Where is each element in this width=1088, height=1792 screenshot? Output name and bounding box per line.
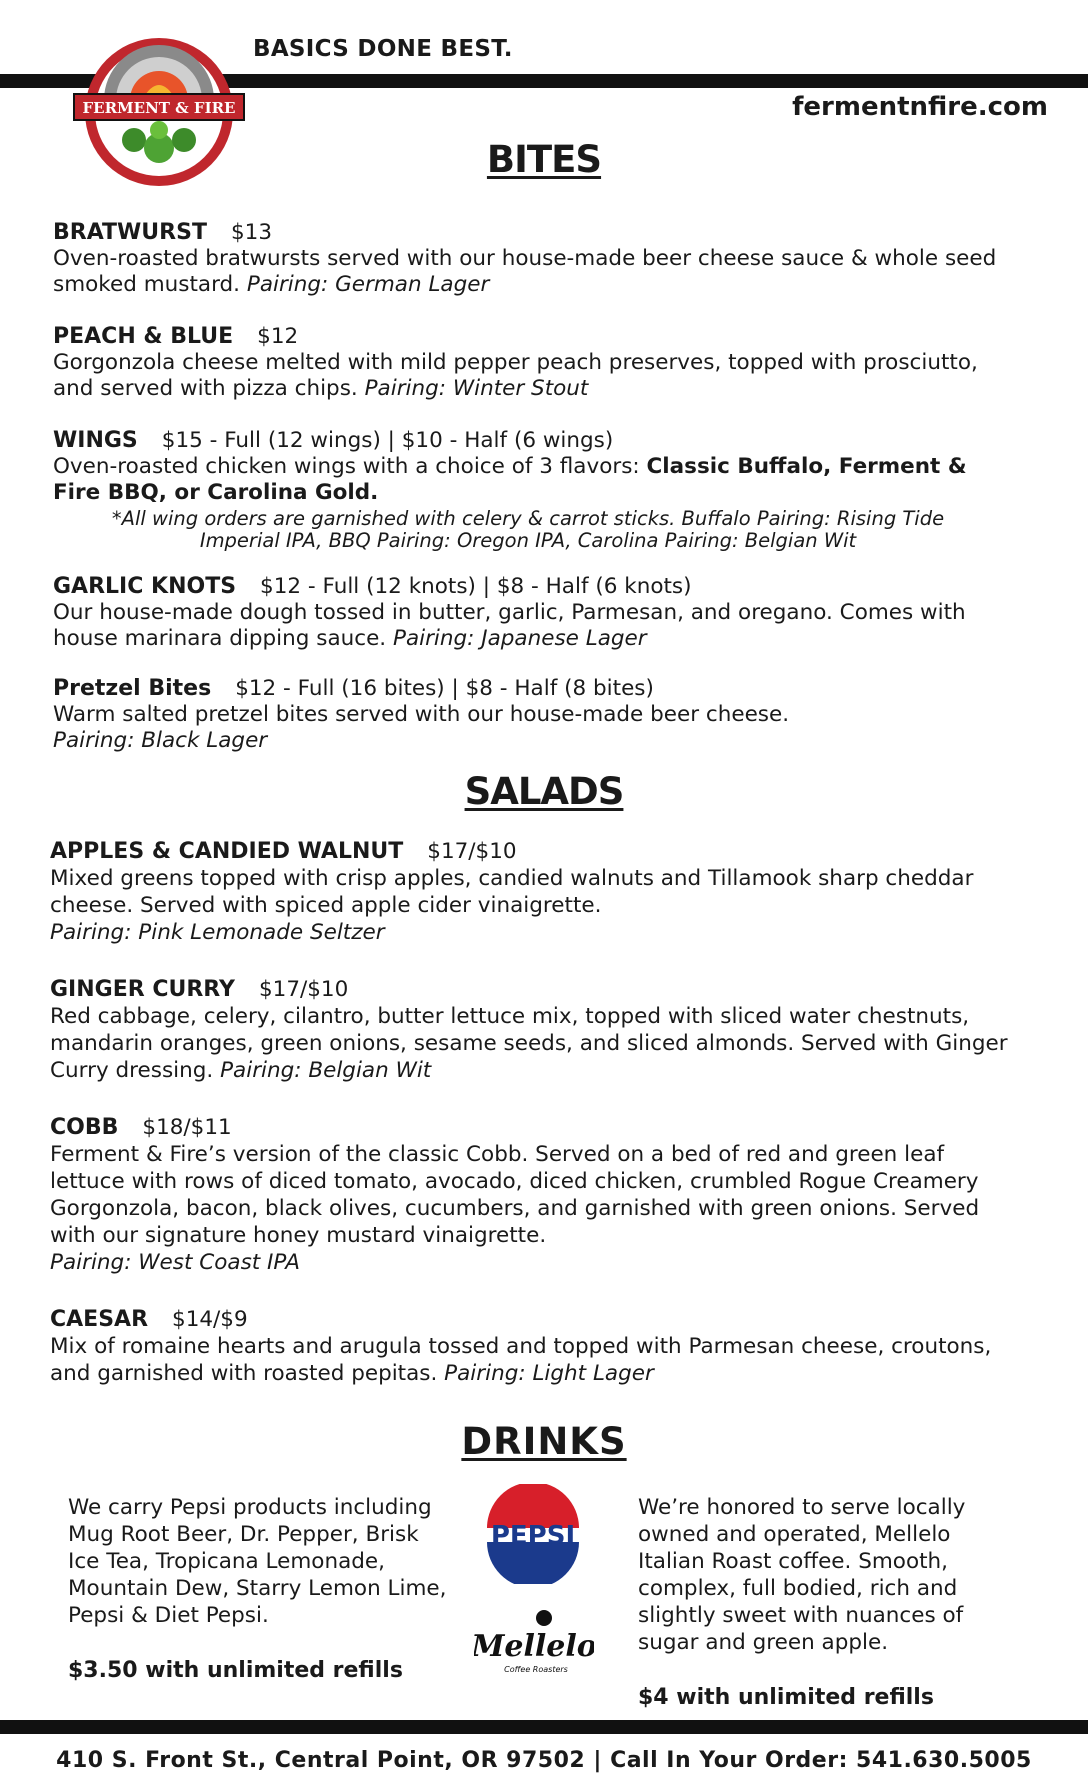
item-name: Pretzel Bites [53, 676, 212, 701]
item-description: Oven-roasted bratwursts served with our house-made beer cheese sauce & whole seed smoked mustard. [53, 246, 997, 297]
menu-item-wings [53, 428, 1013, 552]
item-description: Gorgonzola cheese melted with mild pepper peach preserves, topped with prosciutto, and served with pizza chips. [53, 350, 978, 401]
menu-item-bratwurst [53, 220, 1013, 298]
item-pairing: Pairing: Winter Stout [364, 376, 589, 401]
item-price: $12 [257, 324, 299, 349]
item-name: CAESAR [50, 1307, 149, 1332]
item-name: WINGS [53, 428, 138, 453]
menu-item-apples-walnut [50, 838, 1010, 946]
menu-item-caesar [50, 1306, 1010, 1387]
menu-item-peach-blue [53, 324, 983, 402]
item-pairing: Pairing: Light Lager [444, 1361, 654, 1386]
logo-text: FERMENT & FIRE [82, 99, 236, 117]
menu-item-ginger-curry [50, 976, 1050, 1084]
item-name: GARLIC KNOTS [53, 574, 237, 599]
item-price: $13 [230, 220, 273, 245]
item-description: Oven-roasted chicken wings with a choice of 3 flavors: [53, 454, 640, 479]
item-price: $18/$11 [142, 1115, 232, 1140]
pepsi-wordmark: PEPSI [490, 1521, 576, 1551]
tagline: BASICS DONE BEST. [253, 36, 513, 62]
mellelo-wordmark: Mellelo [474, 1629, 594, 1664]
drinks-heading: DRINKS [461, 1420, 627, 1463]
item-price: $17/$10 [258, 977, 349, 1002]
item-name: GINGER CURRY [50, 977, 235, 1002]
item-description: Mix of romaine hearts and arugula tossed and topped with Parmesan cheese, croutons, and garnished with roasted pepitas. [50, 1334, 992, 1386]
menu-item-cobb [50, 1114, 1010, 1276]
item-description: Ferment & Fire’s version of the classic Cobb. Served on a bed of red and green leaf lettuce with rows of diced tomato, avocado, diced chicken, crumbled Rogue Creamery Gorgonzola, bacon, black olives, cucumbers, and garnished with green onions. Served with our signature honey mustard vinaigrette. [50, 1142, 980, 1248]
coffee-price: $4 with unlimited refills [638, 1685, 934, 1710]
item-price: $14/$9 [172, 1307, 248, 1332]
item-pairing: Pairing: Belgian Wit [220, 1058, 432, 1083]
mellelo-subtitle: Coffee Roasters [504, 1665, 568, 1674]
item-price: $12 - Full (16 bites) | $8 - Half (8 bites) [235, 676, 654, 701]
item-description: Our house-made dough tossed in butter, garlic, Parmesan, and oregano. Comes with house marinara dipping sauce. [53, 600, 966, 651]
pepsi-price: $3.50 with unlimited refills [68, 1658, 403, 1683]
item-price: $17/$10 [427, 839, 517, 864]
salads-heading: SALADS [464, 770, 624, 813]
item-description: Mixed greens topped with crisp apples, candied walnuts and Tillamook sharp cheddar cheese. Served with spiced apple cider vinaigrette. [50, 866, 974, 918]
item-description: Warm salted pretzel bites served with our house-made beer cheese. [53, 702, 790, 727]
item-description: Red cabbage, celery, cilantro, butter lettuce mix, topped with sliced water chestnuts, mandarin oranges, green onions, sesame seeds, and sliced almonds. Served with Ginger Curry dressing. [50, 1004, 1008, 1083]
item-price: $12 - Full (12 knots) | $8 - Half (6 knots) [260, 574, 692, 599]
bottom-divider [0, 1720, 1088, 1734]
item-name: BRATWURST [53, 220, 207, 245]
wing-note: *All wing orders are garnished with celery & carrot sticks. Buffalo Pairing: Rising Tide Imperial IPA, BBQ Pairing: Oregon IPA, Carolina Pairing: Belgian Wit [111, 507, 945, 552]
pepsi-logo [478, 1484, 588, 1584]
item-pairing: Pairing: Black Lager [53, 728, 268, 753]
coffee-column [638, 1494, 1018, 1711]
item-pairing: Pairing: German Lager [246, 272, 490, 297]
item-pairing: Pairing: Pink Lemonade Seltzer [50, 920, 385, 945]
item-price: $15 - Full (12 wings) | $10 - Half (6 wings) [161, 428, 614, 453]
menu-item-garlic-knots [53, 574, 1013, 652]
pepsi-column [68, 1494, 448, 1684]
item-name: PEACH & BLUE [53, 324, 234, 349]
item-pairing: Pairing: Japanese Lager [392, 626, 647, 651]
website-link[interactable]: fermentnfire.com [792, 92, 1048, 122]
item-name: APPLES & CANDIED WALNUT [50, 839, 404, 864]
wing-flavors: Classic Buffalo, Ferment & Fire BBQ, or Carolina Gold. [53, 454, 967, 505]
menu-item-pretzel-bites [53, 676, 1013, 754]
item-name: COBB [50, 1115, 119, 1140]
footer-address: 410 S. Front St., Central Point, OR 97502 | Call In Your Order: 541.630.5005 [56, 1748, 1032, 1773]
bites-heading: BITES [486, 138, 602, 181]
coffee-description: We’re honored to serve locally owned and operated, Mellelo Italian Roast coffee. Smooth, complex, full bodied, rich and slightly sweet with nuances of sugar and green apple. [638, 1495, 966, 1655]
pepsi-description: We carry Pepsi products including Mug Root Beer, Dr. Pepper, Brisk Ice Tea, Tropicana Lemonade, Mountain Dew, Starry Lemon Lime, Pepsi & Diet Pepsi. [68, 1495, 447, 1628]
mellelo-logo [474, 1604, 594, 1684]
item-pairing: Pairing: West Coast IPA [50, 1250, 300, 1275]
